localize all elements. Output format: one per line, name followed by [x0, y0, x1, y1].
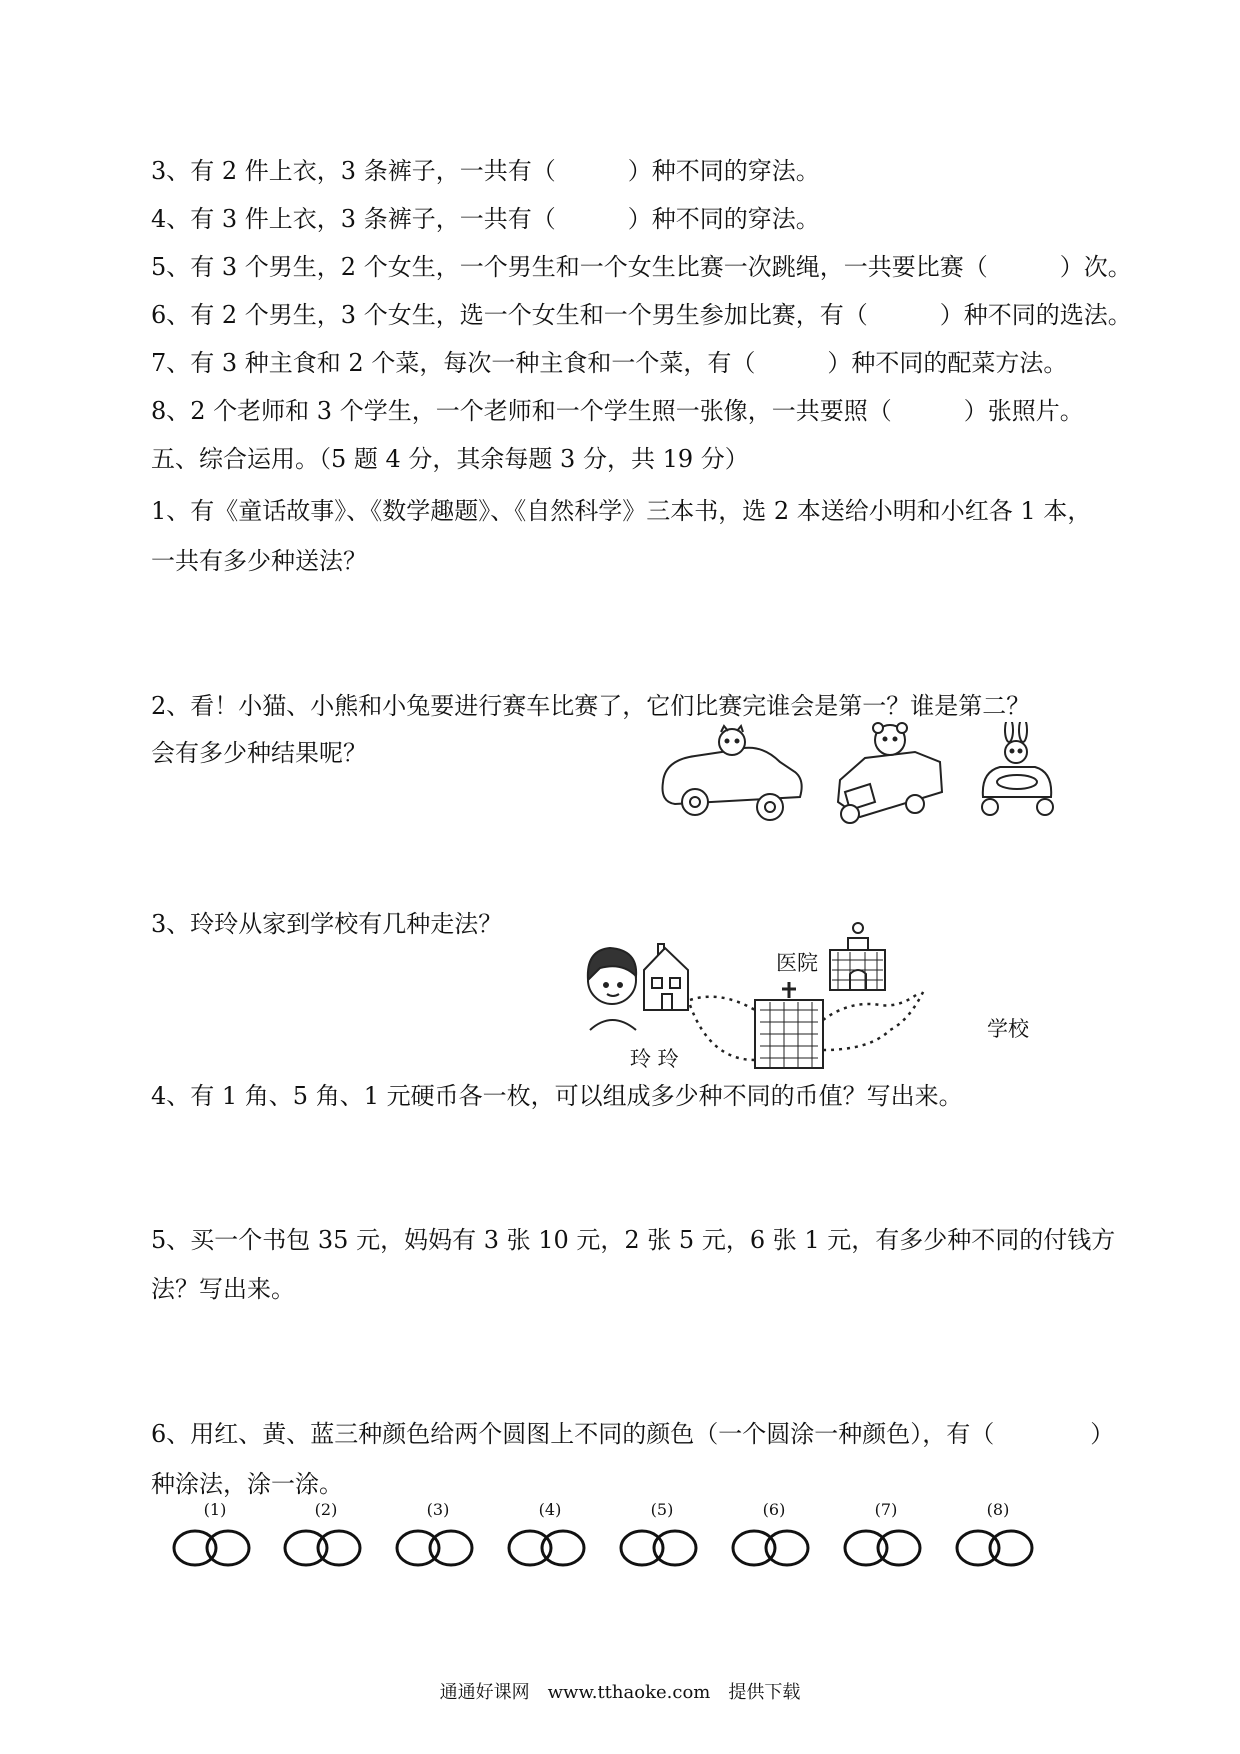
house-icon — [644, 944, 688, 1010]
race-cars-illustration — [655, 722, 1065, 832]
s5-q5-line2: 法？写出来。 — [151, 1275, 295, 1303]
s5-q2-line2: 会有多少种结果呢？ — [151, 739, 367, 767]
two-circles-icon — [170, 1526, 260, 1572]
two-circles-icon — [281, 1526, 371, 1572]
circle-pair-6[interactable] — [729, 1500, 819, 1590]
question-3: 3、有 2 件上衣，3 条裤子，一共有（ ）种不同的穿法。 — [151, 157, 820, 185]
circle-pair-label: (5) — [650, 1500, 674, 1519]
s5-q4-line1: 4、有 1 角、5 角、1 元硬币各一枚，可以组成多少种不同的币值？写出来。 — [151, 1082, 963, 1110]
circle-pair-3[interactable] — [393, 1500, 483, 1590]
circle-pair-4[interactable] — [505, 1500, 595, 1590]
circle-pair-2[interactable] — [281, 1500, 371, 1590]
s5-q2-line1: 2、看！小猫、小熊和小兔要进行赛车比赛了，它们比赛完谁会是第一？谁是第二？ — [151, 692, 1031, 720]
page-footer: 通通好课网 www.tthaoke.com 提供下载 — [439, 1682, 801, 1703]
circle-pair-label: (3) — [426, 1500, 450, 1519]
question-6: 6、有 2 个男生，3 个女生，选一个女生和一个男生参加比赛，有（ ）种不同的选法。 — [151, 301, 1132, 329]
school-label: 学校 — [987, 1017, 1029, 1041]
circle-pair-label: (2) — [314, 1500, 338, 1519]
circle-pair-label: (8) — [986, 1500, 1010, 1519]
s5-q1-line2: 一共有多少种送法？ — [151, 547, 367, 575]
question-5: 5、有 3 个男生，2 个女生，一个男生和一个女生比赛一次跳绳，一共要比赛（ ）次。 — [151, 253, 1132, 281]
question-8: 8、2 个老师和 3 个学生，一个老师和一个学生照一张像，一共要照（ ）张照片。 — [151, 397, 1084, 425]
s5-q1-line1: 1、有《童话故事》、《数学趣题》、《自然科学》三本书，选 2 本送给小明和小红各 1 本， — [151, 497, 1092, 525]
s5-q3-line1: 3、玲玲从家到学校有几种走法？ — [151, 910, 503, 938]
circle-pair-7[interactable] — [841, 1500, 931, 1590]
question-7: 7、有 3 种主食和 2 个菜，每次一种主食和一个菜，有（ ）种不同的配菜方法。 — [151, 349, 1068, 377]
bear-car-icon — [838, 723, 942, 823]
two-circles-icon — [953, 1526, 1043, 1572]
circle-pair-label: (4) — [538, 1500, 562, 1519]
circle-pair-label: (1) — [203, 1500, 227, 1519]
s5-q5-line1: 5、买一个书包 35 元，妈妈有 3 张 10 元，2 张 5 元，6 张 1 元，有多少种不同的付钱方 — [151, 1226, 1116, 1254]
s5-q6-line2: 种涂法，涂一涂。 — [151, 1470, 343, 1498]
rabbit-car-icon — [982, 722, 1053, 815]
girl-icon — [588, 948, 636, 1030]
circle-pair-5[interactable] — [617, 1500, 707, 1590]
girl-label: 玲 玲 — [630, 1047, 679, 1071]
two-circles-icon — [393, 1526, 483, 1572]
two-circles-icon — [729, 1526, 819, 1572]
school-icon — [830, 923, 885, 990]
circle-pair-label: (6) — [762, 1500, 786, 1519]
two-circles-icon — [841, 1526, 931, 1572]
cat-car-icon — [663, 726, 802, 820]
question-4: 4、有 3 件上衣，3 条裤子，一共有（ ）种不同的穿法。 — [151, 205, 820, 233]
circle-pair-label: (7) — [874, 1500, 898, 1519]
s5-q6-line1: 6、用红、黄、蓝三种颜色给两个圆图上不同的颜色（一个圆涂一种颜色），有（ ） — [151, 1420, 1115, 1448]
circle-pair-1[interactable] — [170, 1500, 260, 1590]
section-heading: 五、综合运用。（5 题 4 分，其余每题 3 分，共 19 分） — [151, 445, 749, 473]
two-circles-icon — [505, 1526, 595, 1572]
hospital-icon — [755, 982, 823, 1068]
two-circles-icon — [617, 1526, 707, 1572]
hospital-label: 医院 — [776, 951, 818, 975]
circle-pair-8[interactable] — [953, 1500, 1043, 1590]
